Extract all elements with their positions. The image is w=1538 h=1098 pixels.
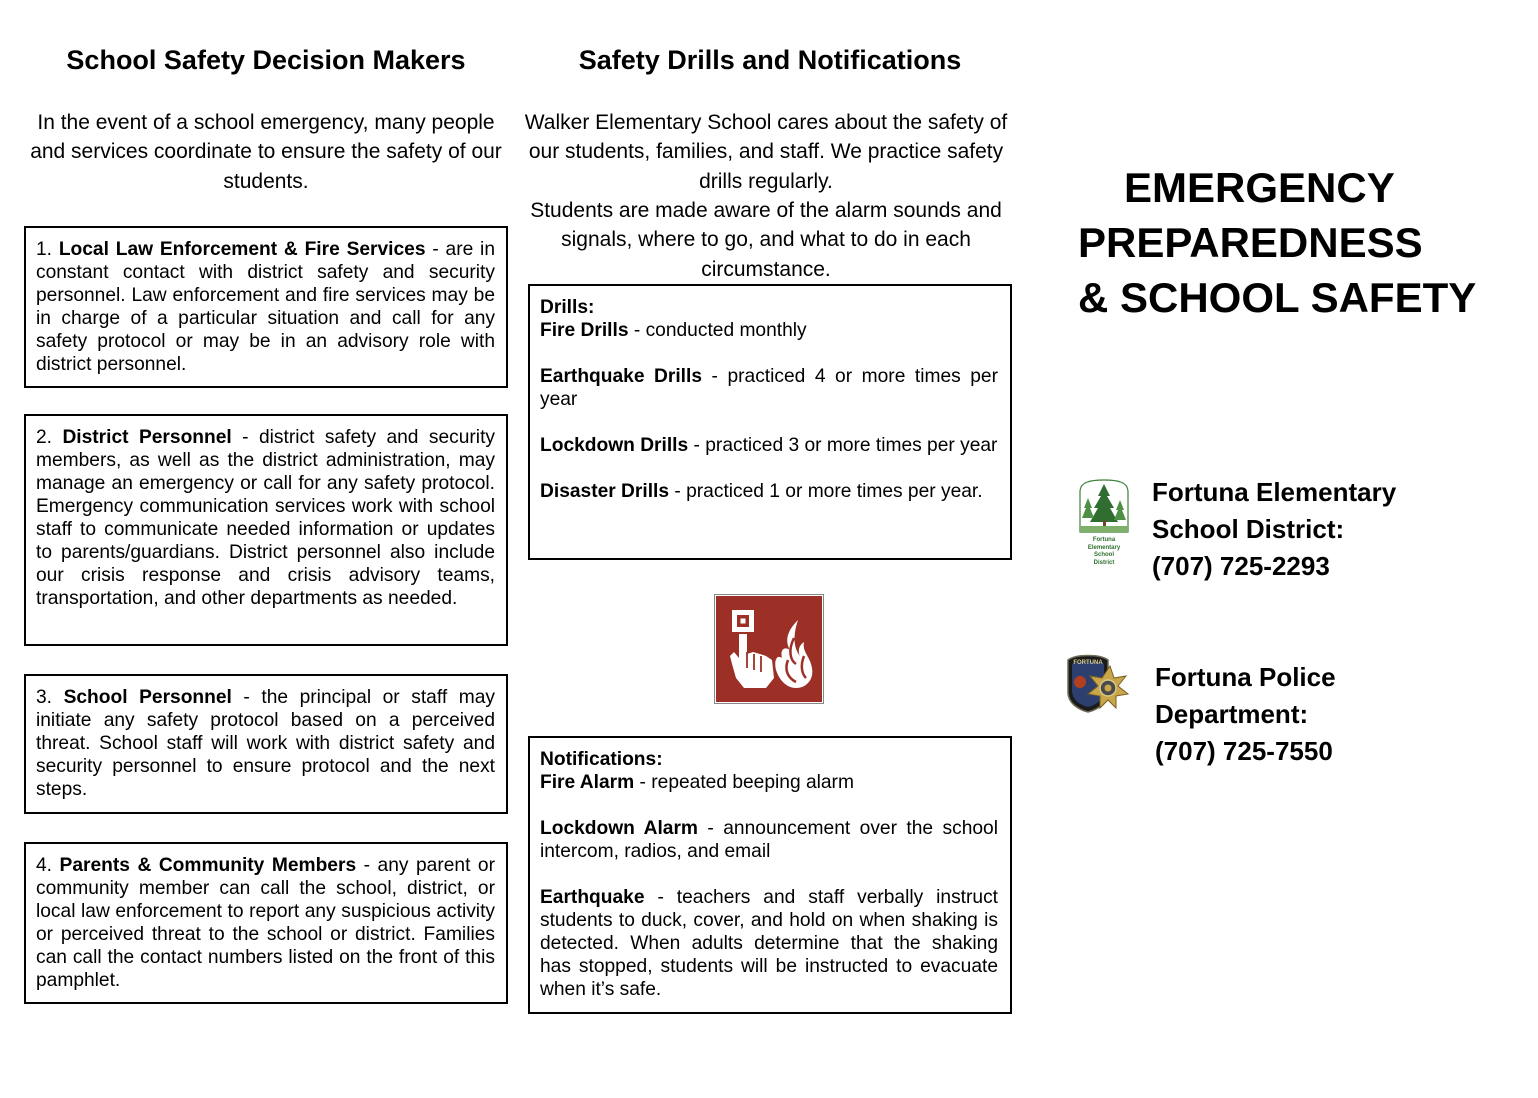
logo-text: District xyxy=(1093,560,1115,566)
item-number: 1. xyxy=(36,239,59,260)
item-text: - are in constant contact with district safety and security personnel. Law enforcement and fire services may be in charge of a particular situation and call for any safety protocol or may be in an advisory role with district personnel. xyxy=(36,239,495,375)
decision-maker-item-law-fire xyxy=(24,226,508,388)
notification-label: Lockdown Alarm xyxy=(540,818,698,839)
decision-makers-title: School Safety Decision Makers xyxy=(66,45,466,75)
notification-label: Fire Alarm xyxy=(540,772,635,793)
drill-item xyxy=(540,480,998,503)
notification-text: - teachers and staff verbally instruct students to duck, cover, and hold on when shaking is detected. When adults determine that the shaking has stopped, students will be instructed to evacuate when it’s safe. xyxy=(540,887,998,1000)
logo-text: Fortuna xyxy=(1092,537,1116,543)
cover-title xyxy=(1078,160,1518,325)
drill-text: - conducted monthly xyxy=(628,320,807,341)
drill-text: - practiced 4 or more times per year xyxy=(540,366,998,410)
drill-label: Earthquake Drills xyxy=(540,366,703,387)
drills-intro-students: Students are made aware of the alarm sounds and signals, where to go, and what to do in each circumstance. xyxy=(530,199,1002,281)
fortuna-elementary-school-district-logo xyxy=(1076,478,1132,566)
item-heading: School Personnel xyxy=(63,687,232,708)
item-heading: Local Law Enforcement & Fire Services xyxy=(58,239,426,260)
school-district-contact xyxy=(1152,474,1396,585)
decision-maker-item-district xyxy=(24,414,508,646)
drills-intro: Walker Elementary School cares about the safety of our students, families, and staff. We practice safety drills regularly. xyxy=(524,111,1008,193)
fire-alarm-call-point-icon xyxy=(714,594,824,704)
drill-label: Fire Drills xyxy=(540,320,629,341)
item-number: 4. xyxy=(36,855,60,876)
decision-maker-item-parents xyxy=(24,842,508,1004)
contact-name-line: Fortuna Police xyxy=(1155,662,1336,692)
drill-label: Disaster Drills xyxy=(540,481,670,502)
police-contact xyxy=(1155,659,1336,770)
drill-item xyxy=(540,319,998,342)
logo-text: Elementary xyxy=(1087,545,1121,551)
logo-text: School xyxy=(1093,552,1115,558)
item-heading: Parents & Community Members xyxy=(59,855,357,876)
drills-box xyxy=(528,284,1012,560)
notification-item xyxy=(540,771,998,794)
contact-name-line: School District: xyxy=(1152,514,1345,544)
item-number: 2. xyxy=(36,427,63,448)
logo-text: FORTUNA xyxy=(1073,660,1103,666)
notifications-heading: Notifications: xyxy=(540,749,663,770)
item-text: - any parent or community member can call the school, district, or local law enforcement to report any suspicious activity or perceived threat to the school or district. Families can call the contact numbers listed on the front of this pamphlet. xyxy=(36,855,495,991)
item-text: - the principal or staff may initiate any safety protocol based on a perceived threat. School staff will work with district safety and security personnel to ensure protocol and the next steps. xyxy=(36,687,495,800)
cover-title-line: EMERGENCY xyxy=(1124,164,1395,211)
drills-heading: Drills: xyxy=(540,297,595,318)
contact-name-line: Department: xyxy=(1155,699,1309,729)
drill-label: Lockdown Drills xyxy=(540,435,689,456)
drills-title: Safety Drills and Notifications xyxy=(578,45,962,75)
contact-name-line: Fortuna Elementary xyxy=(1152,477,1397,507)
item-text: - district safety and security members, as well as the district administration, may manage an emergency or call for any safety protocol. Emergency communication services work with school staff to communicate needed information or updates to parents/guardians. District personnel also include our crisis response and crisis advisory teams, transportation, and other departments as needed. xyxy=(36,427,495,609)
cover-title-line: PREPAREDNESS xyxy=(1078,219,1423,266)
notification-item xyxy=(540,817,998,863)
drill-item xyxy=(540,365,998,411)
notification-item xyxy=(540,886,998,1001)
contact-phone[interactable]: (707) 725-7550 xyxy=(1155,736,1333,766)
notification-text: - repeated beeping alarm xyxy=(634,772,854,793)
drill-text: - practiced 1 or more times per year. xyxy=(669,481,983,502)
notifications-box xyxy=(528,736,1012,1014)
notification-label: Earthquake xyxy=(540,887,645,908)
fortuna-police-badge-logo xyxy=(1066,652,1136,724)
notification-text: - announcement over the school intercom, radios, and email xyxy=(540,818,998,862)
item-number: 3. xyxy=(36,687,64,708)
item-heading: District Personnel xyxy=(62,427,232,448)
contact-phone[interactable]: (707) 725-2293 xyxy=(1152,551,1330,581)
drill-item xyxy=(540,434,998,457)
decision-maker-item-school xyxy=(24,674,508,814)
decision-makers-intro: In the event of a school emergency, many people and services coordinate to ensure the safety of our students. xyxy=(30,111,502,193)
drill-text: - practiced 3 or more times per year xyxy=(688,435,998,456)
cover-title-line: & SCHOOL SAFETY xyxy=(1078,274,1477,321)
